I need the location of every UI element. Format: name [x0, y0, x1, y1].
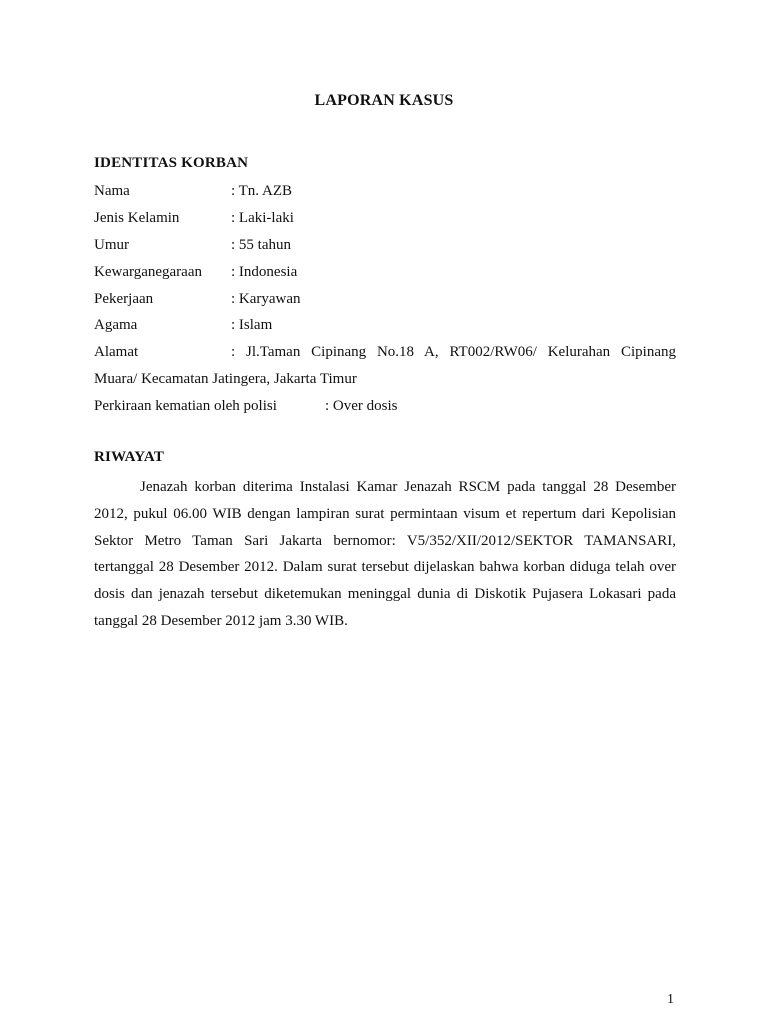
field-label: Pekerjaan: [94, 291, 154, 307]
address-label: Alamat: [94, 344, 139, 360]
field-value: : Laki-laki: [231, 210, 294, 226]
death-estimate-value: : Over dosis: [325, 398, 398, 414]
field-value: : 55 tahun: [231, 237, 291, 253]
field-label: Nama: [94, 183, 130, 199]
page-number: 1: [667, 992, 674, 1007]
field-row-nama: [94, 180, 676, 202]
field-value: : Karyawan: [231, 291, 301, 307]
field-label: Jenis Kelamin: [94, 210, 180, 226]
history-paragraph: Jenazah korban diterima Instalasi Kamar Jenazah RSCM pada tanggal 28 Desember 2012, pukul 06.00 WIB dengan lampiran surat permintaan visum et repertum dari Kepolisian Sektor Metro Taman Sari Jakarta bernomor: V5/352/XII/2012/SEKTOR TAMANSARI, tertanggal 28 Desember 2012. Dalam surat tersebut dijelaskan bahwa korban diduga telah over dosis dan jenazah tersebut diketemukan meninggal dunia di Diskotik Pujasera Lokasari pada tanggal 28 Desember 2012 jam 3.30 WIB.: [94, 479, 676, 629]
field-row-pekerjaan: [94, 288, 676, 310]
field-row-kewarganegaraan: [94, 261, 676, 283]
field-row-agama: [94, 314, 676, 336]
history-heading: RIWAYAT: [94, 449, 165, 465]
field-label: Kewarganegaraan: [94, 264, 202, 280]
field-label: Agama: [94, 317, 138, 333]
identity-heading: IDENTITAS KORBAN: [94, 155, 249, 171]
document-title: LAPORAN KASUS: [314, 92, 454, 109]
death-estimate-label: Perkiraan kematian oleh polisi: [94, 398, 277, 414]
field-label: Umur: [94, 237, 129, 253]
field-value: : Islam: [231, 317, 273, 333]
field-value: : Indonesia: [231, 264, 298, 280]
death-estimate-row: [94, 395, 676, 417]
address-value-line1: : Jl.Taman Cipinang No.18 A, RT002/RW06/ Kelurahan Cipinang: [231, 344, 676, 360]
field-value: : Tn. AZB: [231, 183, 292, 199]
field-row-jenis-kelamin: [94, 207, 676, 229]
field-row-umur: [94, 234, 676, 256]
address-row: [94, 341, 676, 363]
address-value-line2: Muara/ Kecamatan Jatingera, Jakarta Timur: [94, 371, 357, 387]
